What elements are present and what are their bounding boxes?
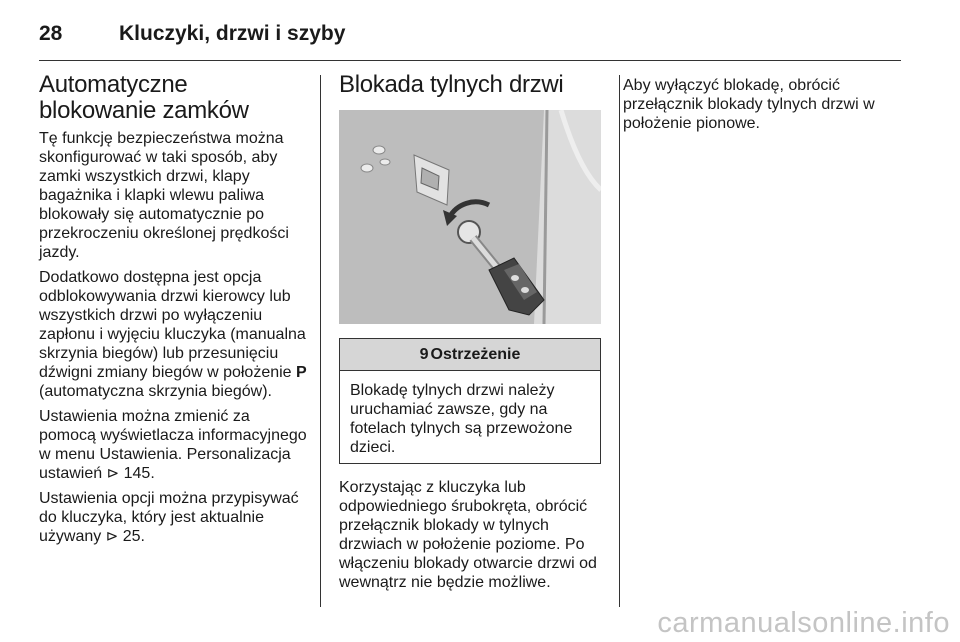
- page-header: [39, 14, 901, 54]
- page-reference-link[interactable]: 25.: [122, 528, 145, 545]
- chapter-title: Kluczyki, drzwi i szyby: [119, 22, 346, 45]
- paragraph-child-lock-deactivate: Aby wyłączyć blokadę, obrócić przełącznik blokady tylnych drzwi w położenie pionowe.: [623, 77, 875, 132]
- arrow-ref-icon: ⊳: [106, 465, 120, 482]
- warning-triangle-icon: 9: [419, 346, 429, 363]
- column-left: [39, 72, 307, 552]
- paragraph-key-assignment: [39, 489, 307, 546]
- gear-position-p: P: [296, 364, 307, 381]
- warning-text: Blokadę tylnych drzwi należy uruchamiać zawsze, gdy na fotelach tylnych są przewożone dzieci.: [350, 382, 573, 456]
- column-right: [623, 72, 905, 139]
- arrow-ref-icon: ⊳: [105, 528, 119, 545]
- warning-box: [339, 338, 601, 464]
- column-divider-left: [320, 75, 321, 607]
- page-reference-link[interactable]: 145.: [123, 465, 155, 482]
- header-rule: [39, 60, 901, 61]
- child-lock-illustration: [339, 110, 601, 324]
- paragraph-settings: [39, 407, 307, 483]
- warning-title: Ostrzeżenie: [430, 346, 521, 363]
- column-divider-right: [619, 75, 620, 607]
- paragraph-child-lock-activate: Korzystając z kluczyka lub odpowiedniego śrubokręta, obrócić przełącznik blokady w tylnych drzwiach w położenie poziome. Po włączeniu blokady otwarcie drzwi od wewnątrz nie będzie możliwe.: [339, 479, 597, 591]
- child-lock-drawing: [339, 110, 601, 324]
- watermark: carmanualsonline.info: [657, 607, 950, 639]
- warning-header: [340, 339, 600, 371]
- paragraph-auto-locking-intro: Tę funkcję bezpieczeństwa można skonfigurować w taki sposób, aby zamki wszystkich drzwi, klapy bagażnika i klapki wlewu paliwa blokowały się automatycznie po przekroczeniu określonej prędkości jazdy.: [39, 130, 289, 261]
- section-heading-auto-locking: Automatyczne blokowanie zamków: [39, 71, 249, 124]
- page-number: 28: [39, 22, 63, 45]
- paragraph-unlock-text: Dodatkowo dostępna jest opcja odblokowywania drzwi kierowcy lub wszystkich drzwi po wyłączeniu zapłonu i wyjęciu kluczyka (manualna skrzynia biegów) lub przesunięciu dźwigni zmiany biegów w położenie: [39, 269, 306, 381]
- paragraph-settings-text: Ustawienia można zmienić za pomocą wyświetlacza informacyjnego w menu Ustawienia. Personalizacja ustawień: [39, 408, 307, 482]
- paragraph-key-text: Ustawienia opcji można przypisywać do kluczyka, który jest aktualnie używany: [39, 490, 299, 545]
- paragraph-unlock-text-end: (automatyczna skrzynia biegów).: [39, 383, 272, 400]
- section-heading-child-lock: Blokada tylnych drzwi: [339, 71, 564, 98]
- column-middle: [339, 72, 603, 598]
- paragraph-unlock-option: [39, 268, 307, 401]
